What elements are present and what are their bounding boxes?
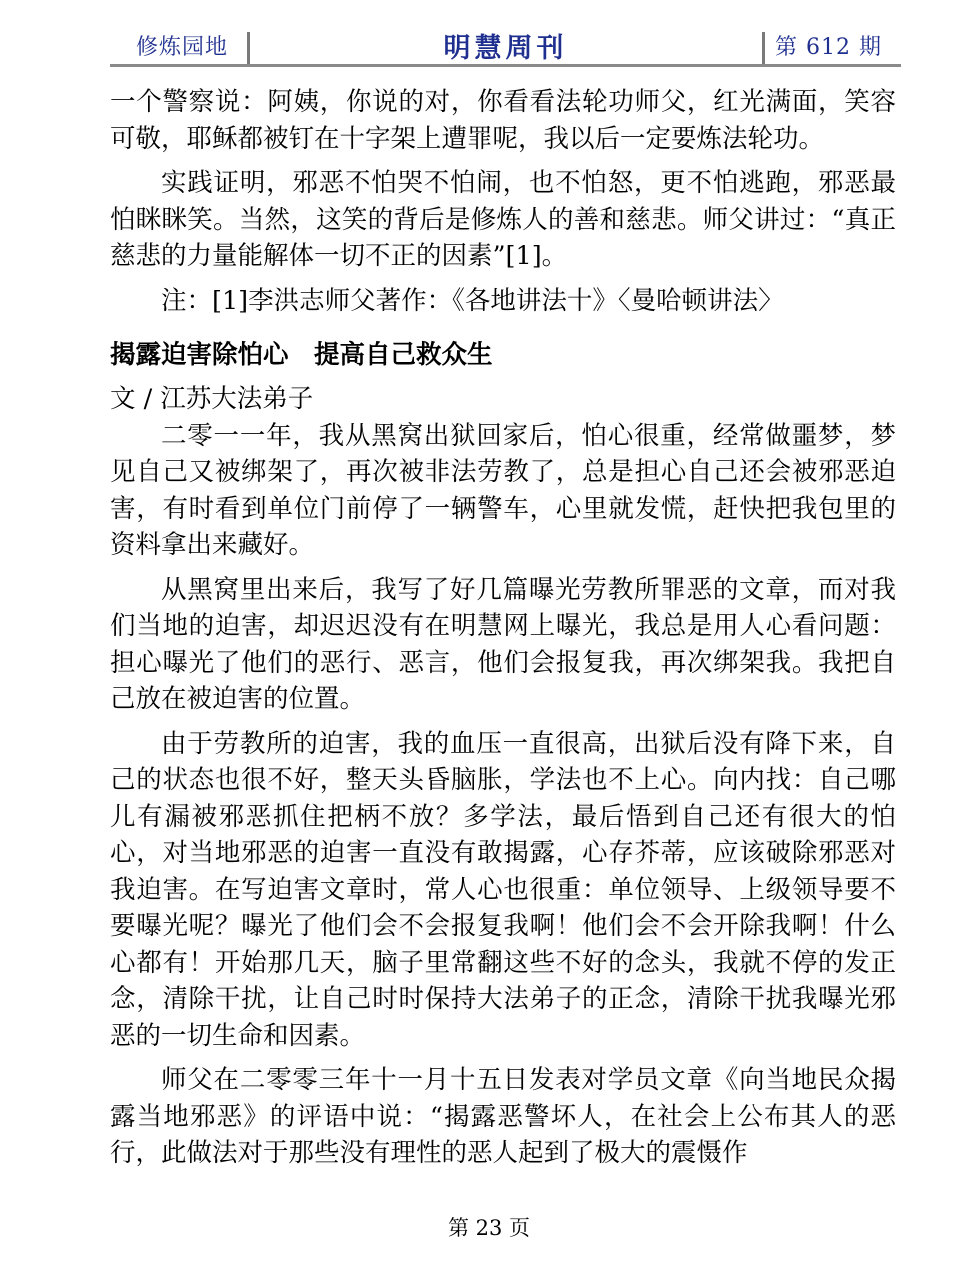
paragraph: 从黑窝里出来后，我写了好几篇曝光劳教所罪恶的文章，而对我们当地的迫害，却迟迟没有在明慧网上曝光，我总是用人心看问题：担心曝光了他们的恶行、恶言，他们会报复我，再次绑架我。我把自己放在被迫害的位置。 xyxy=(110,574,896,714)
page-body xyxy=(110,84,896,1172)
paragraph: 二零一一年，我从黑窝出狱回家后，怕心很重，经常做噩梦，梦见自己又被绑架了，再次被非法劳教了，总是担心自己还会被邪恶迫害，有时看到单位门前停了一辆警车，心里就发慌，赶快把我包里的资料拿出来藏好。 xyxy=(110,420,896,560)
paragraph: 实践证明，邪恶不怕哭不怕闹，也不怕怒，更不怕逃跑，邪恶最怕眯眯笑。当然，这笑的背后是修炼人的善和慈悲。师父讲过：“真正慈悲的力量能解体一切不正的因素”[1]。 xyxy=(110,168,896,271)
issue-number: 第 612 期 xyxy=(775,35,882,60)
publication-title: 明慧周刊 xyxy=(443,33,568,64)
paragraph: 师父在二零零三年十一月十五日发表对学员文章《向当地民众揭露当地邪恶》的评语中说：“揭露恶警坏人，在社会上公布其人的恶行，此做法对于那些没有理性的恶人起到了极大的震慑作 xyxy=(110,1065,896,1168)
article-title: 揭露迫害除怕心 提高自己救众生 xyxy=(110,340,493,370)
header-rule xyxy=(110,64,901,67)
page-number: 第 23 页 xyxy=(447,1216,531,1240)
paragraph: 由于劳教所的迫害，我的血压一直很高，出狱后没有降下来，自己的状态也很不好，整天头昏脑胀，学法也不上心。向内找：自己哪儿有漏被邪恶抓住把柄不放？多学法，最后悟到自己还有很大的怕心，对当地邪恶的迫害一直没有敢揭露，心存芥蒂，应该破除邪恶对我迫害。在写迫害文章时，常人心也很重：单位领导、上级领导要不要曝光呢？曝光了他们会不会报复我啊！他们会不会开除我啊！什么心都有！开始那几天，脑子里常翻这些不好的念头，我就不停的发正念，清除干扰，让自己时时保持大法弟子的正念，清除干扰我曝光邪恶的一切生命和因素。 xyxy=(110,728,896,1051)
footnote: 注：[1]李洪志师父著作：《各地讲法十》〈曼哈顿讲法〉 xyxy=(161,285,784,316)
header-divider-right xyxy=(762,32,765,65)
paragraph: 一个警察说：阿姨，你说的对，你看看法轮功师父，红光满面，笑容可敬，耶稣都被钉在十字架上遭罪呢，我以后一定要炼法轮功。 xyxy=(110,87,896,154)
article-byline: 文 / 江苏大法弟子 xyxy=(110,384,314,414)
section-name: 修炼园地 xyxy=(136,35,229,60)
page-header xyxy=(110,22,901,66)
